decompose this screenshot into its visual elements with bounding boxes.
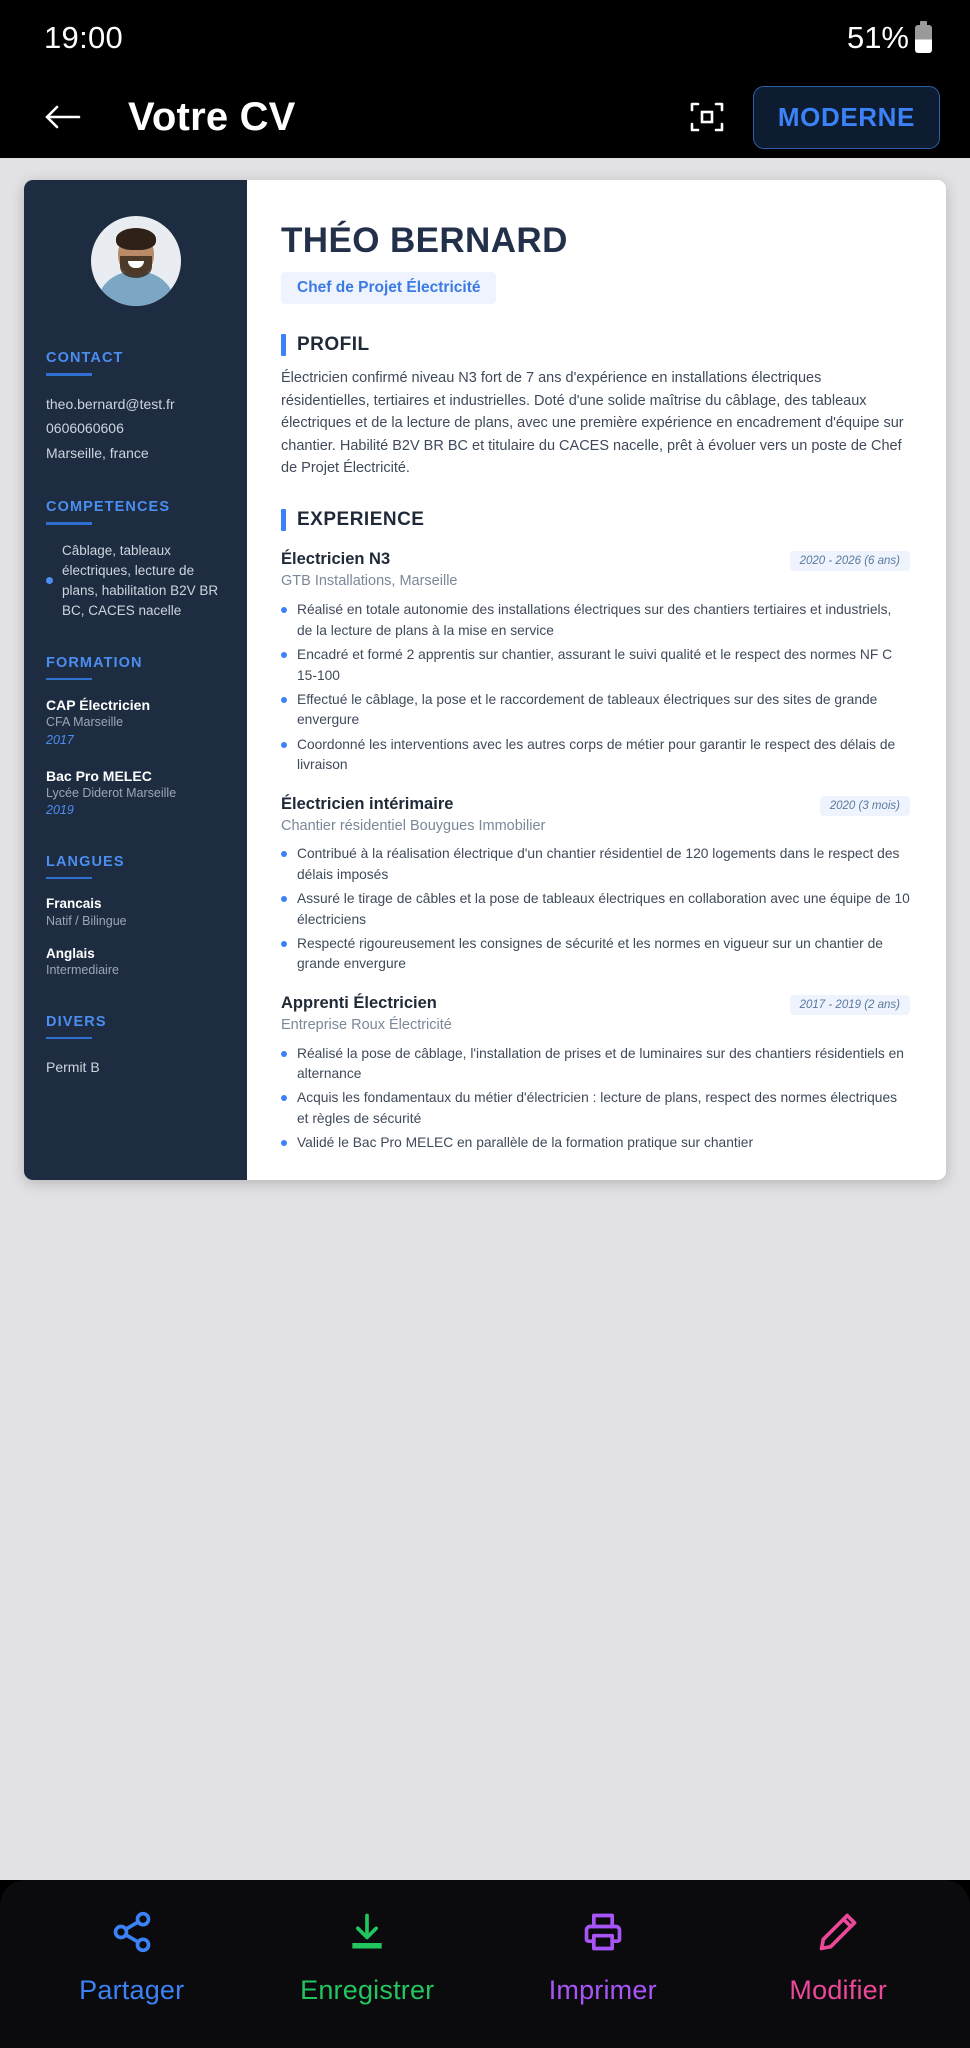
back-arrow-icon[interactable] [38, 92, 88, 142]
sidebar-section-divers [46, 1014, 225, 1080]
section-rule [46, 1037, 92, 1040]
battery-percent: 51% [846, 20, 909, 55]
bullet-item [281, 934, 910, 975]
status-bar [0, 0, 970, 76]
sidebar-section-contact [46, 350, 225, 465]
divers-line: Permit B [46, 1059, 100, 1076]
education-title: CAP Électricien [46, 697, 151, 714]
experience-bullets [281, 844, 910, 974]
bullet-dot-icon [281, 941, 287, 947]
experience-bullets [281, 600, 910, 775]
experience-title: Apprenti Électricien [281, 993, 437, 1012]
bullet-text: Effectué le câblage, la pose et le raccordement de tableaux électriques sur des sites de grande envergure [297, 691, 878, 728]
cv-document [24, 180, 946, 1180]
avatar-hair [116, 228, 156, 250]
bullet-dot-icon [281, 896, 287, 902]
bullet-dot-icon [281, 697, 287, 703]
section-header-profil [281, 334, 910, 356]
contact-email: theo.bernard@test.fr [46, 395, 175, 412]
section-accent-bar [281, 334, 286, 356]
experience-item [281, 993, 910, 1154]
print-label: Imprimer [548, 1975, 657, 2005]
section-title: PROFIL [297, 334, 370, 356]
language-level: Intermediaire [46, 963, 119, 978]
experience-company: Entreprise Roux Électricité [281, 1016, 452, 1033]
experience-company: Chantier résidentiel Bouygues Immobilier [281, 817, 546, 834]
bullet-dot-icon [46, 577, 53, 584]
bullet-item [281, 844, 910, 885]
contact-phone: 0606060606 [46, 420, 124, 437]
fullscreen-icon[interactable] [681, 91, 733, 143]
save-button[interactable] [250, 1896, 486, 2006]
bullet-dot-icon [281, 1051, 287, 1057]
experience-date-badge: 2020 - 2026 (6 ans) [790, 551, 910, 571]
status-time: 19:00 [44, 20, 124, 55]
bullet-item [281, 1088, 910, 1129]
bullet-item [281, 645, 910, 686]
education-year: 2017 [46, 732, 74, 747]
bullet-dot-icon [281, 1095, 287, 1101]
avatar [91, 216, 181, 306]
formation-heading: FORMATION [46, 654, 143, 671]
avatar-wrapper [46, 216, 225, 306]
experience-header [281, 794, 910, 816]
sidebar-section-langues [46, 854, 225, 980]
experience-date-badge: 2017 - 2019 (2 ans) [790, 995, 910, 1015]
share-label: Partager [79, 1975, 185, 2005]
status-right [847, 20, 932, 56]
section-rule [46, 877, 92, 880]
section-rule [46, 373, 92, 376]
sidebar-section-competences [46, 499, 225, 620]
contact-location: Marseille, france [46, 444, 149, 461]
bullet-text: Encadré et formé 2 apprentis sur chantier, assurant le suivi qualité et le respect des normes NF C 15-100 [297, 647, 893, 683]
experience-header [281, 993, 910, 1015]
cv-full-name: THÉO BERNARD [281, 221, 568, 260]
bottom-action-bar [0, 1880, 970, 2048]
printer-icon [581, 1910, 625, 1959]
bullet-item [281, 735, 910, 776]
bullet-text: Acquis les fondamentaux du métier d'électricien : lecture de plans, respect des normes électriques et règles de sécurité [297, 1090, 898, 1126]
experience-date-badge: 2020 (3 mois) [820, 796, 910, 816]
bullet-item [281, 690, 910, 731]
app-bar [0, 76, 970, 158]
language-level: Natif / Bilingue [46, 913, 127, 928]
education-school: Lycée Diderot Marseille [46, 786, 177, 801]
page-title: Votre CV [128, 94, 296, 139]
bullet-item [281, 1133, 910, 1153]
cv-sidebar [24, 180, 247, 1180]
language-item [46, 895, 225, 930]
download-icon [345, 1910, 389, 1959]
edit-label: Modifier [789, 1975, 888, 2005]
battery-icon [915, 25, 932, 53]
experience-title: Électricien intérimaire [281, 794, 454, 813]
education-year: 2019 [46, 803, 74, 818]
langues-heading: LANGUES [46, 853, 125, 870]
education-item [46, 767, 225, 820]
share-icon [110, 1910, 154, 1959]
bullet-dot-icon [281, 652, 287, 658]
skill-item [46, 541, 225, 621]
bullet-item [281, 600, 910, 641]
bullet-text: Réalisé en totale autonomie des installations électriques sur des chantiers tertiaires et industriels, de la lecture de plans à la mise en service [297, 602, 892, 638]
section-title: EXPERIENCE [297, 509, 425, 531]
bullet-text: Réalisé la pose de câblage, l'installation de prises et de luminaires sur des chantiers résidentiels en alternance [297, 1045, 904, 1082]
bullet-dot-icon [281, 742, 287, 748]
language-name: Francais [46, 896, 102, 912]
experience-item [281, 549, 910, 775]
skill-text: Câblage, tableaux électriques, lecture de plans, habilitation B2V BR BC, CACES nacelle [62, 542, 219, 618]
bullet-text: Validé le Bac Pro MELEC en parallèle de la formation pratique sur chantier [297, 1135, 754, 1151]
bullet-text: Respecté rigoureusement les consignes de sécurité et les normes en vigueur sur un chantier de grande envergure [297, 936, 883, 972]
cv-preview-area[interactable] [0, 158, 970, 1880]
experience-header [281, 549, 910, 571]
section-rule [46, 678, 92, 681]
bullet-text: Coordonné les interventions avec les autres corps de métier pour garantir le respect des délais de livraison [297, 736, 896, 773]
experience-company: GTB Installations, Marseille [281, 573, 458, 590]
education-school: CFA Marseille [46, 715, 124, 730]
print-button[interactable] [485, 1896, 721, 2006]
bullet-dot-icon [281, 851, 287, 857]
divers-heading: DIVERS [46, 1013, 107, 1030]
bullet-text: Contribué à la réalisation électrique d'un chantier résidentiel de 120 logements dans le respect des délais imposés [297, 846, 900, 882]
education-title: Bac Pro MELEC [46, 767, 152, 784]
section-header-experience [281, 509, 910, 531]
contact-heading: CONTACT [46, 350, 124, 366]
bullet-text: Assuré le tirage de câbles et la pose de tableaux électriques en collaboration avec une équipe de 10 électriciens [297, 891, 910, 927]
experience-item [281, 794, 910, 975]
template-moderne-button[interactable]: MODERNE [753, 86, 940, 149]
competences-heading: COMPETENCES [46, 499, 171, 516]
pencil-icon [816, 1910, 860, 1959]
bullet-item [281, 889, 910, 930]
edit-button[interactable] [721, 1896, 957, 2006]
experience-bullets [281, 1044, 910, 1154]
language-item [46, 945, 225, 980]
sidebar-section-formation [46, 655, 225, 820]
section-accent-bar [281, 509, 286, 531]
experience-title: Électricien N3 [281, 550, 391, 569]
bullet-dot-icon [281, 1140, 287, 1146]
share-button[interactable] [14, 1896, 250, 2006]
bullet-dot-icon [281, 607, 287, 613]
cv-main [247, 180, 946, 1180]
section-rule [46, 522, 92, 525]
bullet-item [281, 1044, 910, 1085]
cv-job-title-badge: Chef de Projet Électricité [281, 272, 496, 304]
profile-paragraph: Électricien confirmé niveau N3 fort de 7 ans d'expérience en installations électriques résidentielles, tertiaires et industrielles. Doté d'une solide maîtrise du câblage, des tableaux électriques et de la lecture de plans, avec une première expérience en encadrement d'équipe sur chantier. Habilité B2V BR BC et titulaire du CACES nacelle, prêt à évoluer vers un poste de Chef de Projet Électricité. [281, 370, 904, 476]
language-name: Anglais [46, 945, 95, 961]
education-item [46, 696, 225, 749]
save-label: Enregistrer [300, 1975, 435, 2005]
